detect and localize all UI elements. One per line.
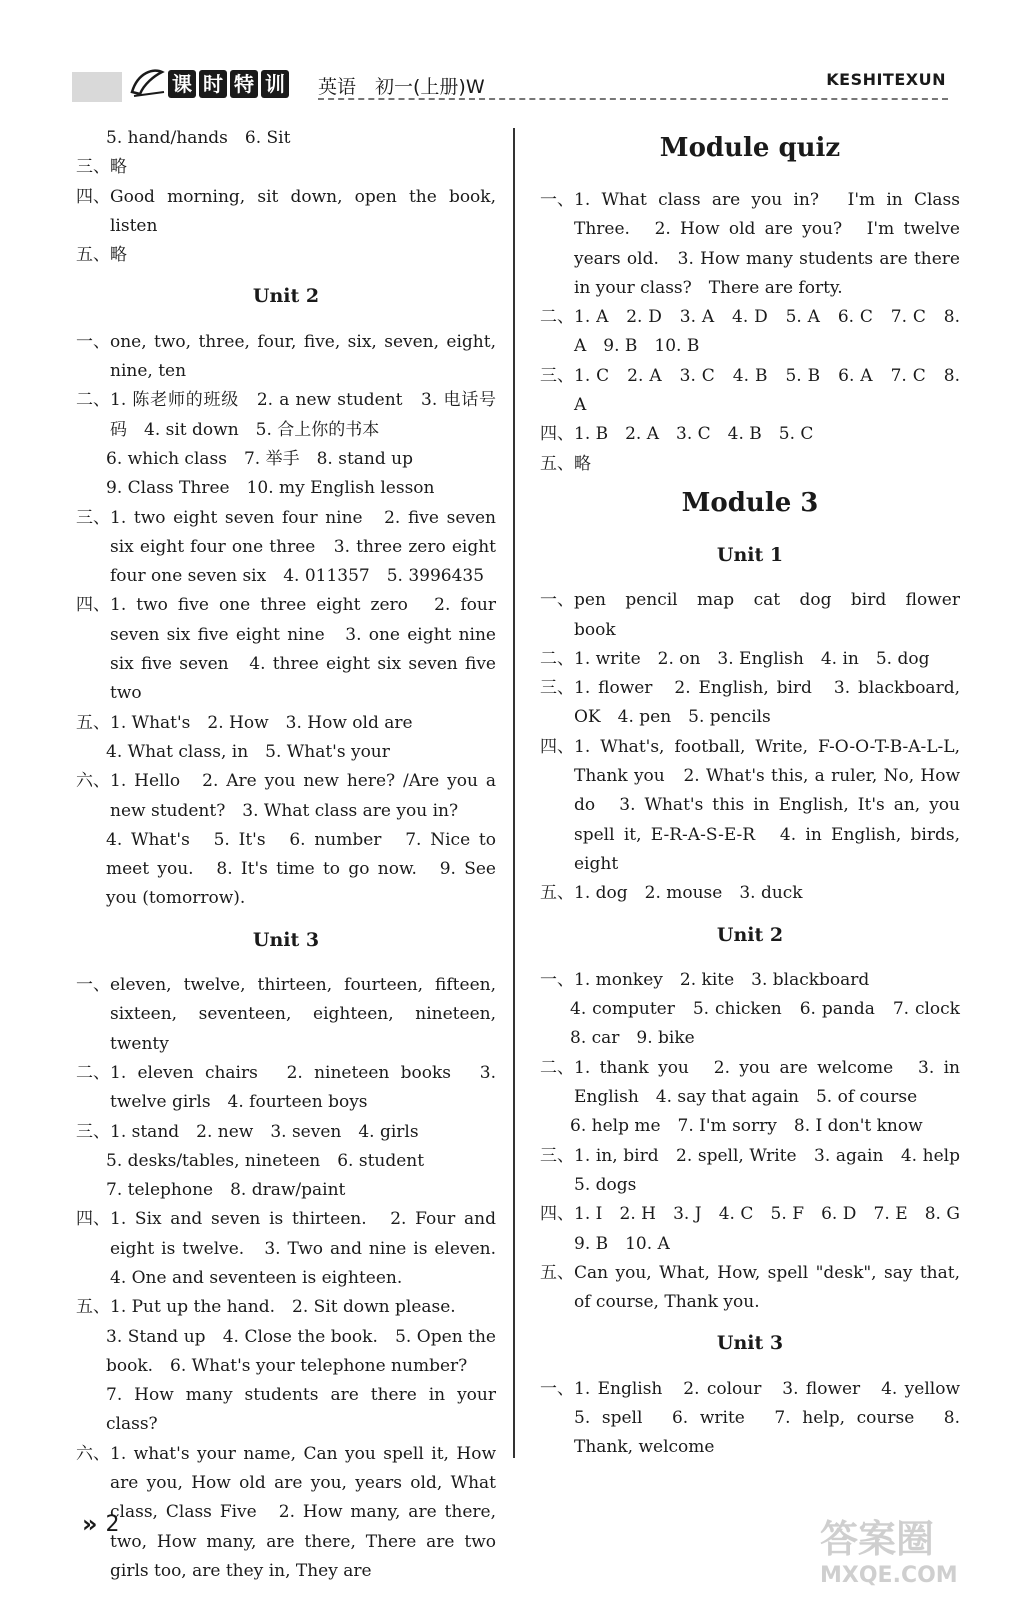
item-text: 1. I 2. H 3. J 4. C 5. F 6. D 7. E 8. G 9. B 10. A xyxy=(574,1204,977,1254)
answer-item xyxy=(540,1200,977,1259)
item-text: 1. stand 2. new 3. seven 4. girls xyxy=(110,1121,419,1142)
item-text: eleven, twelve, thirteen, fourteen, fifteen, sixteen, seventeen, eighteen, nineteen, twenty xyxy=(110,975,496,1054)
answer-item xyxy=(76,153,496,182)
module-quiz-heading: Module quiz xyxy=(659,133,841,163)
item-label: 四、 xyxy=(76,186,110,207)
item-text: 1. Put up the hand. 2. Sit down please. xyxy=(110,1297,456,1318)
item-label: 三、 xyxy=(540,678,574,699)
answer-item xyxy=(76,386,496,445)
page-number: 2 xyxy=(105,1511,120,1537)
watermark xyxy=(820,1508,1010,1588)
item-text: 1. What's 2. How 3. How old are xyxy=(110,712,413,733)
item-text: 略 xyxy=(574,453,591,474)
page-footer xyxy=(82,1510,120,1538)
item-text: pen pencil map cat dog bird flower book xyxy=(574,590,977,640)
header-divider xyxy=(318,98,948,100)
brand-char: 时 xyxy=(199,70,227,98)
answer-item xyxy=(540,1375,977,1463)
section-m3-unit-3 xyxy=(540,1375,977,1463)
item-text: 1. write 2. on 3. English 4. in 5. dog xyxy=(574,648,930,669)
answer-item xyxy=(540,879,960,908)
answer-line: 5. desks/tables, nineteen 6. student xyxy=(106,1150,425,1171)
item-label: 四、 xyxy=(540,424,574,445)
section-intro xyxy=(76,124,496,270)
brand-char: 训 xyxy=(261,70,289,98)
item-label: 五、 xyxy=(76,245,110,266)
answer-item xyxy=(540,733,960,879)
page-header xyxy=(0,0,1030,110)
answer-item xyxy=(540,186,960,303)
answer-item xyxy=(540,303,960,362)
item-text: 1. monkey 2. kite 3. blackboard xyxy=(574,969,870,990)
item-text: 1. thank you 2. you are welcome 3. in English 4. say that again 5. of course xyxy=(574,1057,960,1108)
pen-logo-icon xyxy=(128,62,168,102)
answer-line: 6. help me 7. I'm sorry 8. I don't know xyxy=(570,1116,923,1137)
item-label: 一、 xyxy=(540,1378,574,1399)
answer-item xyxy=(76,1293,496,1322)
answer-item xyxy=(540,420,960,449)
item-text: 1. English 2. colour 3. flower 4. yellow 5. spell 6. write 7. help, course 8. Thank, welcome xyxy=(574,1378,977,1458)
answer-line: 6. which class 7. 举手 8. stand up xyxy=(106,448,413,469)
unit-3-heading: Unit 3 xyxy=(252,928,320,951)
item-text: 1. two eight seven four nine 2. five seven six eight four one three 3. three zero eight four one seven six 4. 011357 5. 3996435 xyxy=(110,507,496,587)
item-label: 五、 xyxy=(76,1297,110,1318)
answer-item xyxy=(540,1259,960,1318)
item-text: 1. flower 2. English, bird 3. blackboard, OK 4. pen 5. pencils xyxy=(574,678,960,728)
watermark-url: MXQE.COM xyxy=(820,1563,958,1588)
watermark-logo-text: 答案圈 xyxy=(820,1517,935,1561)
answer-line: 4. What's 5. It's 6. number 7. Nice to meet you. 8. It's time to go now. 9. See you (tomorrow). xyxy=(106,829,496,909)
answer-item xyxy=(76,183,496,242)
right-column xyxy=(540,124,977,1463)
item-text: 1. C 2. A 3. C 4. B 5. B 6. A 7. C 8. A xyxy=(574,365,960,416)
answer-item xyxy=(540,362,960,421)
answer-item xyxy=(76,241,496,270)
answer-item xyxy=(540,674,960,733)
item-label: 二、 xyxy=(540,648,574,669)
answer-line: 5. hand/hands 6. Sit xyxy=(106,128,291,148)
item-text: Can you, What, How, spell "desk", say that, of course, Thank you. xyxy=(574,1262,960,1313)
answer-line: 9. Class Three 10. my English lesson xyxy=(106,478,435,499)
answer-item xyxy=(76,709,496,738)
item-label: 二、 xyxy=(76,390,110,411)
item-label: 五、 xyxy=(540,883,574,904)
answer-item xyxy=(540,450,960,479)
item-text: 1. Hello 2. Are you new here? /Are you a new student? 3. What class are you in? xyxy=(110,771,496,821)
item-text: 1. two five one three eight zero 2. four seven six five eight nine 3. one eight nine six five seven 4. three eight six seven five two xyxy=(110,595,496,704)
item-label: 四、 xyxy=(540,736,574,757)
item-label: 五、 xyxy=(76,712,110,733)
answer-line: 4. What class, in 5. What's your xyxy=(106,741,390,762)
series-label: KESHITEXUN xyxy=(826,70,946,89)
module-3-heading: Module 3 xyxy=(681,487,819,518)
item-label: 四、 xyxy=(540,1204,574,1225)
item-label: 三、 xyxy=(540,1145,574,1166)
answer-item xyxy=(76,591,496,708)
double-chevron-icon: » xyxy=(82,1510,98,1538)
item-text: 1. dog 2. mouse 3. duck xyxy=(574,883,803,904)
section-unit-3 xyxy=(76,971,513,1586)
item-text: 1. B 2. A 3. C 4. B 5. C xyxy=(574,424,814,445)
item-label: 三、 xyxy=(76,157,110,178)
answer-line: 7. How many students are there in your class? xyxy=(106,1385,496,1435)
unit-2-heading: Unit 2 xyxy=(252,285,320,308)
answer-item xyxy=(540,966,960,995)
brand-title xyxy=(168,70,289,98)
item-text: 1. A 2. D 3. A 4. D 5. A 6. C 7. C 8. A 9. B 10. B xyxy=(574,307,960,357)
answer-line: 7. telephone 8. draw/paint xyxy=(106,1180,346,1201)
item-text: 1. Six and seven is thirteen. 2. Four and eight is twelve. 3. Two and nine is eleven. 4. One and seventeen is eighteen. xyxy=(110,1209,513,1288)
item-text: one, two, three, four, five, six, seven, eight, nine, ten xyxy=(110,331,496,382)
item-label: 一、 xyxy=(540,969,574,990)
item-label: 一、 xyxy=(76,331,110,352)
answer-item xyxy=(540,1054,960,1113)
item-label: 一、 xyxy=(540,590,574,611)
item-label: 二、 xyxy=(540,307,574,328)
section-m3-unit-2 xyxy=(540,966,977,1318)
answer-line: 4. computer 5. chicken 6. panda 7. clock 8. car 9. bike xyxy=(570,999,977,1049)
answer-item xyxy=(76,1440,496,1586)
m3-unit-3-heading: Unit 3 xyxy=(716,1332,784,1355)
answer-item xyxy=(76,1118,496,1147)
item-text: 1. in, bird 2. spell, Write 3. again 4. help 5. dogs xyxy=(574,1145,977,1195)
item-label: 六、 xyxy=(76,1443,110,1464)
item-label: 六、 xyxy=(76,771,110,792)
item-label: 四、 xyxy=(76,595,110,616)
answer-line: 3. Stand up 4. Close the book. 5. Open the book. 6. What's your telephone number? xyxy=(106,1326,496,1376)
item-label: 五、 xyxy=(540,453,574,474)
item-label: 五、 xyxy=(540,1262,574,1283)
item-label: 三、 xyxy=(76,1121,110,1142)
subject-label: 英语 初一(上册)W xyxy=(318,76,485,98)
m3-unit-1-heading: Unit 1 xyxy=(716,543,784,566)
answer-item xyxy=(540,645,960,674)
logo-block xyxy=(72,72,122,102)
section-m3-unit-1 xyxy=(540,586,977,908)
answer-item xyxy=(540,586,977,645)
item-text: 1. What class are you in? I'm in Class Three. 2. How old are you? I'm twelve years old. 3. How many students are there in your class? There are forty. xyxy=(574,190,960,298)
section-unit-2 xyxy=(76,328,496,914)
item-text: 略 xyxy=(110,245,127,266)
item-text: 1. eleven chairs 2. nineteen books 3. twelve girls 4. fourteen boys xyxy=(110,1062,496,1113)
item-label: 一、 xyxy=(540,190,574,210)
left-column xyxy=(76,124,513,1586)
answer-item xyxy=(76,767,496,826)
answer-item xyxy=(76,1205,513,1293)
column-divider xyxy=(513,128,515,1458)
item-text: 1. What's, football, Write, F-O-O-T-B-A-L-L, Thank you 2. What's this, a ruler, No, How do 3. What's this in English, It's an, you spell it, E-R-A-S-E-R 4. in English, birds, eight xyxy=(574,736,960,874)
answer-item xyxy=(76,504,496,592)
item-label: 三、 xyxy=(540,365,574,386)
answer-item xyxy=(76,971,496,1059)
item-label: 一、 xyxy=(76,975,110,996)
answer-item xyxy=(76,328,496,387)
m3-unit-2-heading: Unit 2 xyxy=(716,923,784,946)
item-text: 略 xyxy=(110,157,127,178)
item-label: 二、 xyxy=(76,1062,110,1083)
item-text: 1. what's your name, Can you spell it, How are you, How old are you, years old, What class, Class Five 2. How many, are there, two, How many, are there, There are two girls too, are they in, They are xyxy=(110,1443,496,1581)
item-label: 三、 xyxy=(76,507,110,528)
answer-item xyxy=(540,1142,977,1201)
item-text: 1. 陈老师的班级 2. a new student 3. 电话号码 4. sit down 5. 合上你的书本 xyxy=(110,390,496,440)
section-module-quiz xyxy=(540,186,960,479)
item-label: 四、 xyxy=(76,1209,110,1230)
brand-char: 课 xyxy=(168,70,196,98)
answer-item xyxy=(76,1059,496,1118)
brand-char: 特 xyxy=(230,70,258,98)
item-text: Good morning, sit down, open the book, listen xyxy=(110,186,496,236)
item-label: 二、 xyxy=(540,1057,574,1078)
